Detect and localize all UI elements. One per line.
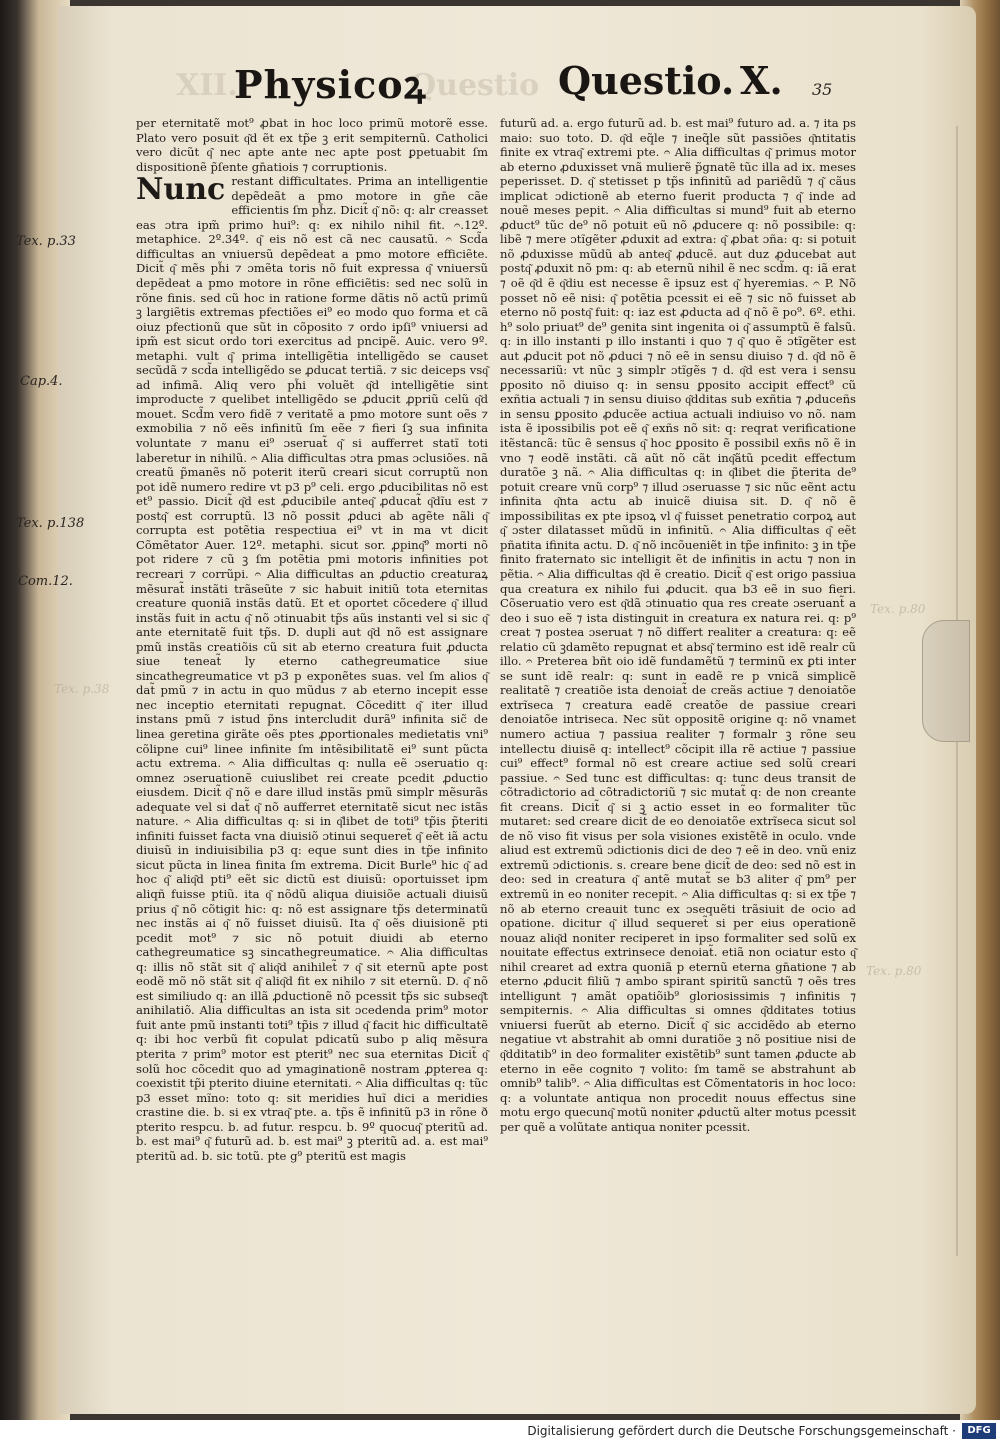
dfg-logo: DFG bbox=[962, 1423, 996, 1439]
left-column-body: restant difficultates. Prima an intelligentie depẽdeãt a pmo motore in gn̄e cãe efficientis ſm ph̃z. Dicit̃ q͂ nõ: q: alr creasset eas ɔtra ipm̃ primo hui⁹: q: ex nihilo nihil fit. 𝄐.12º. metaphice. 2º.34º. q͂ eis nõ est cã nec causatũ. 𝄐 Scd̃a difficultas an vniuersũ depẽdeat a pmo motore efficiẽte. Dicit̃ q͂ mẽs ph̃i ⁊ ɔmẽta toris nõ fuit expressa q͂ vniuersũ depẽdeat a pmo motore in rõne efficiẽtis: sed nec solũ in rõne finis. sed cũ hoc in ratione forme dãtis nõ actũ primũ ꝫ largiẽtis extremas pfectiões ei⁹ eo modo quo forma et cã oiuz pfectionũ que sũt in cõposito ⁊ ordo ipſi⁹ vniuersi ad ipm̃ est sicut ordo tori exercitus ad pncipẽ. Auic. vero 9º. metaphi. vult q͂ prima intelligẽtia intelligẽdo se causet secũdã ⁊ scd̃a intelligẽdo se ꝓducat tertiã. ⁊ sic deiceps vsq͂ ad infimã. Aliq vero ph̃i voluẽt q͂d intelligẽtie sint improducte ⁊ quelibet intelligẽdo se ꝓducit ꝓpriũ celũ q͂d mouet. Scd̃m vero fidẽ ⁊ veritatẽ a pmo motore sunt oẽs ⁊ exmobilia ⁊ nõ eẽs infinitũ ſm eẽe ⁊ fieri ſꝫ sua infinita voluntate ⁊ manu ei⁹ ɔseruat̃ q͂ si aufferret statĩ toti laberetur in nihilũ. 𝄐 Alia difficultas ɔtra pmas ɔclusiões. nã creatũ p̃manẽs nõ poterit iterũ creari sicut corruptũ non pot idẽ numero redire vt p3 p⁹ celi. ergo ꝓducibilitas nõ est et⁹ passio. Dicit̃ q͂d est ꝓducibile anteq͂ ꝓducat̃ q͂dĩu est ⁊ postq͂ est corruptũ. l3 nõ possit ꝓduci ab agẽte nãli q͂ corrupta est potẽtia respectiua ei⁹ vt in ma vt dicit Cõmẽtator Auer. 12º. metaphi. sicut sor. ꝓpinq͂⁹ morti nõ pot ridere ⁊ cũ ꝫ ſm potẽtia pmi motoris infinities pot recreari ⁊ corrũpi. 𝄐 Alia difficultas an ꝓductio creaturaꝝ mẽsurat̃ instãti trãseũte ⁊ sic habuit initiũ tota eternitas creature quoniã instãs datũ. Et et oportet cõcedere q͂ illud instãs fuit in actu q͂ nõ ɔtinuabit tp̃s aũs instanti vel si sic q͂ ante eternitatẽ fuit tp̃s. D. dupli aut q͂d nõ est assignare pmũ instãs creatiõis cũ sit ab eterno creatura fuit ꝓducta siue teneat̃ ly eterno cathegreumatice siue sincathegreumatice vt p3 p exponẽtes suas. vel ſm alios q͂ dat̃ pmũ ⁊ in actu in quo mũdus ⁊ ab eterno incepit esse nec inceptio eternitati repugnat. Cõceditt q͂ iter illud instans pmũ ⁊ istud p̃ns intercludit durã⁹ infinita sic̃ de linea geretina girãte oẽs ptes ꝓportionales medietatis vni⁹ cõlipne cui⁹ linee infinite ſm intẽsibilitatẽ ei⁹ sunt pũcta actu extrema. 𝄐 Alia difficultas q: nulla eẽ ɔseruatio q: omnez ɔseruationẽ cuiuslibet rei create pcedit ꝓductio eiusdem. Dicit̃ q͂ nõ e dare illud instãs pmũ simplr mẽsurãs adequate vel si dat̃ q͂ nõ aufferret eternitatẽ sicut nec istãs nature. 𝄐 Alia difficultas q: si in q͂libet de toti⁹ tp̃is p̃teriti infiniti fuisset facta vna diuisiõ ɔtinui sequeret̃ q͂ eẽt iã actu diuisũ in indiuisibilia p3 q: eque sunt dies in tp̃e infinito sicut pũcta in linea finita ſm extrema. Dicit Burle⁹ hic q͂ ad hoc q͂ aliq͂d pti⁹ eẽt sic dictũ est diuisũ: oportuisset ipm aliqñ fuisse ptiũ. ita q͂ nõdũ aliqua diuisiõe actuali diuisũ prius q͂ nõ cõtigit hic: q: nõ est assignare tp̃s determinatũ nec instãs ai q͂ nõ fuisset diuisũ. Ita q͂ oẽs diuisionẽ pti pcedit mot⁹ ⁊ sic nõ potuit diuidi ab eterno cathegreumatice sꝫ sincathegreumatice. 𝄐 Alia difficultas q: illis nõ stãt sit q͂ aliq͂d anihilet̃ ⁊ q͂ sit eternũ apte post eodẽ mõ nõ stãt sit q͂ aliq͂d fit ex nihilo ⁊ sit eternũ. D. q͂ nõ est similiudo q: an illã ꝓductionẽ nõ pcessit tp̃s sic subseq͂t anihilatiõ. Alia difficultas an ista sit ɔcedenda prim⁹ motor fuit ante pmũ instanti toti⁹ tp̃is ⁊ illud q͂ facit hic difficultatẽ q: ibi hoc verbũ fit copulat pdicatũ subo p aliq mẽsura pterita ⁊ prim⁹ motor est pterit⁹ nec sua eternitas Dicit̃ q͂ solũ hoc cõcedit quo ad ymaginationẽ nostram ꝓpterea q: coexistit tp̃i pterito diuine eternitati. 𝄐 Alia difficultas q: tũc p3 esset mĩno: toto q: sit meridies huĩ dici a meridies crastine die. b. si ex vtraq͂ pte. a. tp̃s ẽ infinitũ p3 in rõne ð pterito respcu. b. ad futur. respcu. b. 9º quocuq͂ pteritũ ad. b. est mai⁹ q͂ futurũ ad. b. est mai⁹ ꝫ pteritũ ad. a. est mai⁹ pteritũ ad. b. sic totũ. pte g⁹ pteritũ est magis bbox=[136, 174, 488, 1163]
text-column-right bbox=[500, 116, 856, 1246]
running-title-center: Questio. bbox=[558, 58, 735, 103]
margin-ghost-left: Tex. p.38 bbox=[54, 682, 110, 696]
left-column-intro: per eternitatẽ mot⁹ ꝓbat in hoc loco primũ motorẽ esse. Plato vero posuit q͂d ẽt ex tp̃e ꝫ erit sempiternũ. Catholici vero dicũt q͂ nec apte ante nec apte post ꝑpetuabit ſm dispositionẽ p̃ſente gn̄atiois ⁊ corruptionis. bbox=[136, 116, 488, 174]
margin-note-com12: Com.12. bbox=[18, 574, 73, 589]
question-number: X. bbox=[740, 58, 783, 103]
book-page bbox=[16, 6, 976, 1414]
running-title-left: Physicoꝝ bbox=[234, 62, 427, 107]
margin-ghost-right-2: Tex. p.80 bbox=[866, 964, 922, 978]
text-column-left bbox=[136, 116, 488, 1246]
footer-bar bbox=[0, 1420, 1000, 1444]
margin-note-cap4: Cap.4. bbox=[20, 374, 63, 389]
margin-note-tex-p138: Tex. p.138 bbox=[16, 516, 85, 531]
folio-number: 35 bbox=[812, 80, 833, 99]
footer-credit: Digitalisierung gefördert durch die Deutsche Forschungsgemeinschaft · bbox=[527, 1424, 956, 1438]
margin-note-tex-p33: Tex. p.33 bbox=[16, 234, 76, 249]
bleed-through-left: XII. bbox=[176, 68, 238, 103]
running-head bbox=[58, 58, 976, 108]
bleed-through-mid: Questio bbox=[410, 68, 540, 103]
initial-word-nunc: Nunc bbox=[136, 172, 226, 208]
margin-ghost-right-1: Tex. p.80 bbox=[870, 602, 926, 616]
paper-clip-mark bbox=[922, 620, 970, 742]
right-column-body: futurũ ad. a. ergo futurũ ad. b. est mai⁹ futuro ad. a. ⁊ ita ps maio: suo toto. D. q͂d eq̃le ⁊ ineq̃le sũt passiões q͂ntitatis finite ex vtraq͂ extremi pte. 𝄐 Alia difficultas q͂ primus motor ab eterno ꝓduxisset vnã mulierẽ p̃gnatẽ tũc illa ad ix. meses peperisset. D. q͂ stetisset p tp̃s infinitũ ad pariẽdũ ⁊ q͂ cãus implicat ɔdictionẽ ab eterno fuerit producta ⁊ q͂ inde ad nouẽ meses pepit. 𝄐 Alia difficultas si mund⁹ fuit ab eterno ꝓduct⁹ tũc de⁹ nõ potuit eũ nõ ꝓducere q: nõ possibile: q: libẽ ⁊ mere ɔtĩgẽter ꝓduxit ad extra: q͂ ꝓbat ɔña: q: si potuit nõ ꝓduxisse mũdũ ab anteq͂ ꝓducẽ. aut duz ꝓducebat aut postq͂ ꝓduxit nõ pm: q: ab eternũ nihil ẽ nec scd̃m. q: iã erat ⁊ oẽ q͂d ẽ q͂diu est necesse ẽ ipsuz est q͂ hyeremias. 𝄐 P. Nõ posset nõ eẽ nisi: q͂ potẽtia pcessit ei eẽ ⁊ sic nõ fuisset ab eterno nõ postq͂ fuit: q: iaz est ꝓducta ad q͂ nõ ẽ po⁹. 6º. ethi. h⁹ solo priuat⁹ de⁹ genita sint ingenita oi q͂ assumptũ ẽ falsũ. q: in illo instanti p illo instanti i quo ⁊ q͂ quo ẽ ɔtĩgẽter est aut ꝓducit pot nõ ꝓduci ⁊ nõ eẽ in sensu diuiso ⁊ d. q͂d nõ ẽ necessariũ: vt nũc ꝫ simplr ɔtĩgẽs ⁊ d. q͂d est vera i sensu ꝑposito nõ diuiso q: in sensu ꝑposito accipit effect⁹ cũ exñtia actuali ⁊ in sensu diuiso q͂dditas sub exñtia ⁊ ꝓduceñs in sensu ꝑposito ꝓducẽe actiua actuali indiuiso vo nõ. nam ista ẽ ipossibilis pot eẽ q͂ exñs nõ sit: q: reqrat verificatione itẽstancã: tũc ẽ sensus q͂ hoc ꝑposito ẽ possibil exñs nõ ẽ in vno ⁊ eodẽ instãti. cã aũt nõ cãt inq͂ãtũ pcedit effectum duratõe ꝫ nã. 𝄐 Alia difficultas q: in q͂libet die p̃terita de⁹ potuit creare vnũ corp⁹ ⁊ illud ɔseruasse ⁊ sic nũc eẽnt actu infinita q͂nta actu ab inuicẽ diuisa sit. D. q͂ nõ ẽ impossibilitas ex pte ipsoꝝ vl q͂ fuisset penetratio corpoꝝ aut q͂ ɔster dilatasset mũdũ in infinitũ. 𝄐 Alia difficultas q͂ eẽt pñatita ifinita actu. D. q͂ nõ incõueniẽt in tp̃e infinito: ꝫ in tp̃e finito fraternato sic intelligit ẽt de infinitis in actu ⁊ non in pẽtia. 𝄐 Alia difficultas q͂d ẽ creatio. Dicit̃ q͂ est origo passiua qua creatura ex nihilo fui ꝓducit. qua b3 eẽ in suo fieri. Cõseruatio vero est q͂dã ɔtinuatio qua res create ɔseruant̃ a deo i suo eẽ ⁊ ista distinguit in creatura ex natura rei. q: p⁹ creat ⁊ postea ɔseruat ⁊ nõ differt realiter a creatura: q: eẽ relatio cũ ꝫdamẽto repugnat et absq͂ termino est idẽ realr cũ illo. 𝄐 Preterea bñt oio idẽ fundamẽtũ ⁊ terminũ ex ꝑti inter se sunt idẽ realr: q: sunt in eadẽ re p vnicã simplicẽ realitatẽ ⁊ creatiõe ista denoiat̃ de creãs actiue ⁊ denoiatõe extrĩseca ⁊ creatura eadẽ creatõe de passiue creari denoiatõe intriseca. Nec sũt oppositẽ origine q: nõ vnamet numero actiua ⁊ passiua realiter ⁊ formalr ꝫ rõne seu intellectu diuisẽ q: intellect⁹ cõcipit illa rẽ actiue ⁊ passiue cui⁹ effect⁹ formal nõ est creare actiue sed solũ creari passiue. 𝄐 Sed tunc est difficultas: q: tunc deus transit de cõtradictorio ad cõtradictoriũ ⁊ sic mutat̃ q: de non creante fit creans. Dicit̃ q͂ si ꝫ actio esset in eo formaliter tũc mutaret: sed creare dicit̃ de eo denoiatõe extrĩseca sicut sol de nõ viso fit visus per sola visiones existẽtẽ in oculo. vnde aliud est extremũ ɔdictionis dici de deo ⁊ eẽ in deo. vnũ eniz extremũ ɔdictionis. s. creare bene dicit̃ de deo: sed nõ est in deo: sed in creatura q͂ antẽ mutat̃ se b3 aliter q͂ pm⁹ per extremũ in eo noniter recepit. 𝄐 Alia difficultas q: si ex tp̃e ⁊ nõ ab eterno creauit tunc ex ɔsequẽti trãsiuit de ocio ad opatione. dicitur q͂ illud sequeret̃ si per eius operationẽ nouaz aliq͂d noniter reciperet in ipso formaliter sed solũ ex nouitate effectus extrinsece denoiat̃. etiã non ociatur esto q͂ nihil crearet ad extra quoniã p eternũ eterna gn̄atione ⁊ ab eterno ꝓducit filiũ ⁊ ambo spirant spiritũ sanctũ ⁊ oẽs tres intelligunt ⁊ amãt opatiõib⁹ gloriosissimis ⁊ infinitis ⁊ sempiternis. 𝄐 Alia difficultas si omnes q͂dditates totius vniuersi fuerũt ab eterno. Dicit̃ q͂ sic accidẽdo ab eterno negatiue vt abstrahit ab omni duratiõe ꝫ nõ positiue nisi de q͂dditatib⁹ in deo formaliter existẽtib⁹ sunt tamen ꝓducte ab eterno in eẽe cognito ⁊ volito: ſm tamẽ se abstrahunt ab omnib⁹ talib⁹. 𝄐 Alia difficultas est Cõmentatoris in hoc loco: q: a voluntate antiqua non procedit nouus effectus sine motu ergo quecunq͂ motũ noniter ꝓductũ alter motus pcessit per quẽ a volũtate antiqua noniter pcessit. bbox=[500, 116, 856, 1134]
